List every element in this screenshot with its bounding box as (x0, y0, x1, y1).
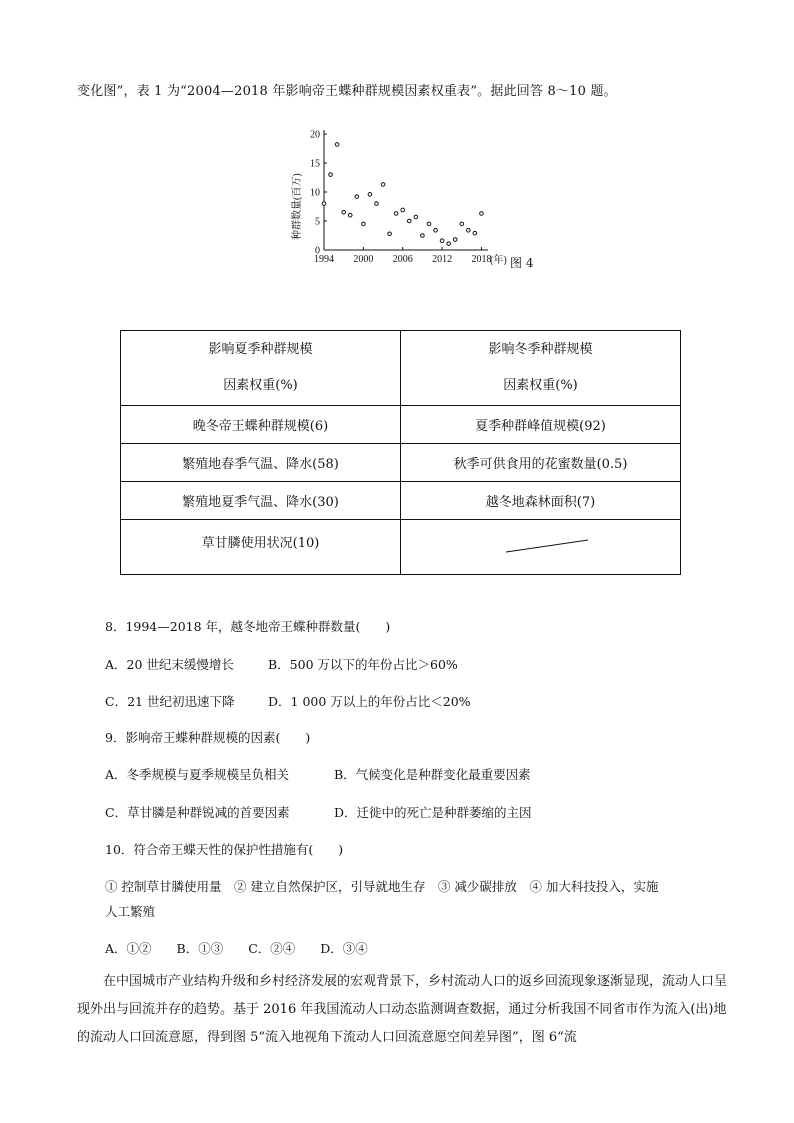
y-axis-label: 种群数量(百万) (292, 173, 303, 240)
x-tick-label: 2018 (471, 254, 492, 265)
table-header-summer (121, 331, 401, 406)
data-point (453, 238, 457, 242)
data-point (421, 234, 425, 238)
x-tick-label: 1994 (314, 254, 334, 265)
header-summer-line2: 因素权重(%) (223, 378, 298, 393)
q9-option-a: A．冬季规模与夏季规模呈负相关 (105, 767, 290, 782)
data-point (381, 183, 385, 187)
q9-option-c: C．草甘膦是种群锐减的首要因素 (105, 805, 290, 820)
data-point (322, 202, 326, 206)
table-row (121, 444, 681, 482)
population-scatter-chart (288, 120, 518, 270)
q10-options: A．①② B．①③ C．②④ D．③④ (105, 941, 368, 956)
data-point (401, 208, 405, 212)
intro-line: 变化图”，表 1 为“2004—2018 年影响帝王蝶种群规模因素权重表”。据此回答 8～10 题。 (77, 84, 617, 99)
figure-caption: 图 4 (510, 256, 534, 270)
q8-option-a: A．20 世纪末缓慢增长 (105, 657, 234, 672)
table-cell: 繁殖地春季气温、降水(58) (121, 444, 401, 482)
data-point (447, 242, 451, 246)
y-tick-label: 5 (315, 216, 320, 228)
data-point (362, 222, 366, 226)
empty-cell-slash (401, 520, 681, 575)
y-tick-label: 20 (310, 129, 320, 141)
header-winter-line2: 因素权重(%) (503, 378, 578, 393)
y-tick-label: 0 (315, 245, 320, 257)
q8-option-b: B．500 万以下的年份占比＞60% (268, 657, 458, 672)
q8-option-d: D．1 000 万以上的年份占比＜20% (268, 694, 471, 709)
table-header-winter (401, 331, 681, 406)
data-point (440, 239, 444, 243)
data-point (375, 202, 379, 206)
data-point (368, 193, 372, 197)
data-point (467, 228, 471, 232)
y-tick-label: 15 (310, 158, 320, 170)
data-point (342, 211, 346, 215)
table-cell: 晚冬帝王蝶种群规模(6) (121, 406, 401, 444)
q8-option-c: C．21 世纪初迅速下降 (105, 694, 235, 709)
table-cell: 夏季种群峰值规模(92) (401, 406, 681, 444)
table-row (121, 482, 681, 520)
data-point (407, 219, 411, 223)
q10-items-line2: 人工繁殖 (105, 904, 156, 919)
y-tick-label: 10 (310, 187, 320, 199)
data-point (480, 212, 484, 216)
data-point (473, 231, 477, 235)
data-point (348, 213, 352, 217)
table-cell: 越冬地森林面积(7) (401, 482, 681, 520)
table-row (121, 520, 681, 575)
data-point (335, 143, 339, 147)
q9-option-d: D．迁徙中的死亡是种群萎缩的主因 (334, 805, 532, 820)
data-point (414, 215, 418, 219)
q10-items-line1: ① 控制草甘膦使用量 ② 建立自然保护区，引导就地生存 ③ 减少碳排放 ④ 加大科技投入，实施 (105, 879, 659, 894)
factor-weight-table (120, 330, 681, 575)
data-point (355, 195, 359, 199)
data-point (460, 222, 464, 226)
data-point (434, 228, 438, 232)
table-row (121, 406, 681, 444)
data-point (427, 222, 431, 226)
question-10: 10．符合帝王蝶天性的保护性措施有( ) (105, 842, 344, 857)
blank-dash-line (491, 530, 591, 560)
x-tick-label: 2006 (392, 254, 413, 265)
data-point (329, 173, 333, 177)
x-axis-unit-label: (年) (490, 255, 507, 266)
table-header-row (121, 331, 681, 406)
header-winter-line1: 影响冬季种群规模 (488, 342, 593, 357)
table-cell: 草甘膦使用状况(10) (121, 520, 401, 575)
table-cell: 秋季可供食用的花蜜数量(0.5) (401, 444, 681, 482)
question-8: 8．1994—2018 年，越冬地帝王蝶种群数量( ) (105, 619, 391, 634)
question-9: 9．影响帝王蝶种群规模的因素( ) (105, 730, 311, 745)
data-point (394, 212, 398, 216)
header-summer-line1: 影响夏季种群规模 (208, 342, 313, 357)
data-point (388, 232, 392, 236)
body-paragraph: 在中国城市产业结构升级和乡村经济发展的宏观背景下，乡村流动人口的返乡回流现象逐渐显现，流动人口呈现外出与回流并存的趋势。基于 2016 年我国流动人口动态监测调查数据，通过分析我国不同省市作为流入(出)地的流动人口回流意愿，得到图 5“流入地视角下流动人口回流意愿空间差异图”，图 6“流 (77, 974, 728, 1045)
x-tick-label: 2000 (353, 254, 374, 265)
q9-option-b: B．气候变化是种群变化最重要因素 (334, 767, 531, 782)
table-cell: 繁殖地夏季气温、降水(30) (121, 482, 401, 520)
x-tick-label: 2012 (432, 254, 453, 265)
